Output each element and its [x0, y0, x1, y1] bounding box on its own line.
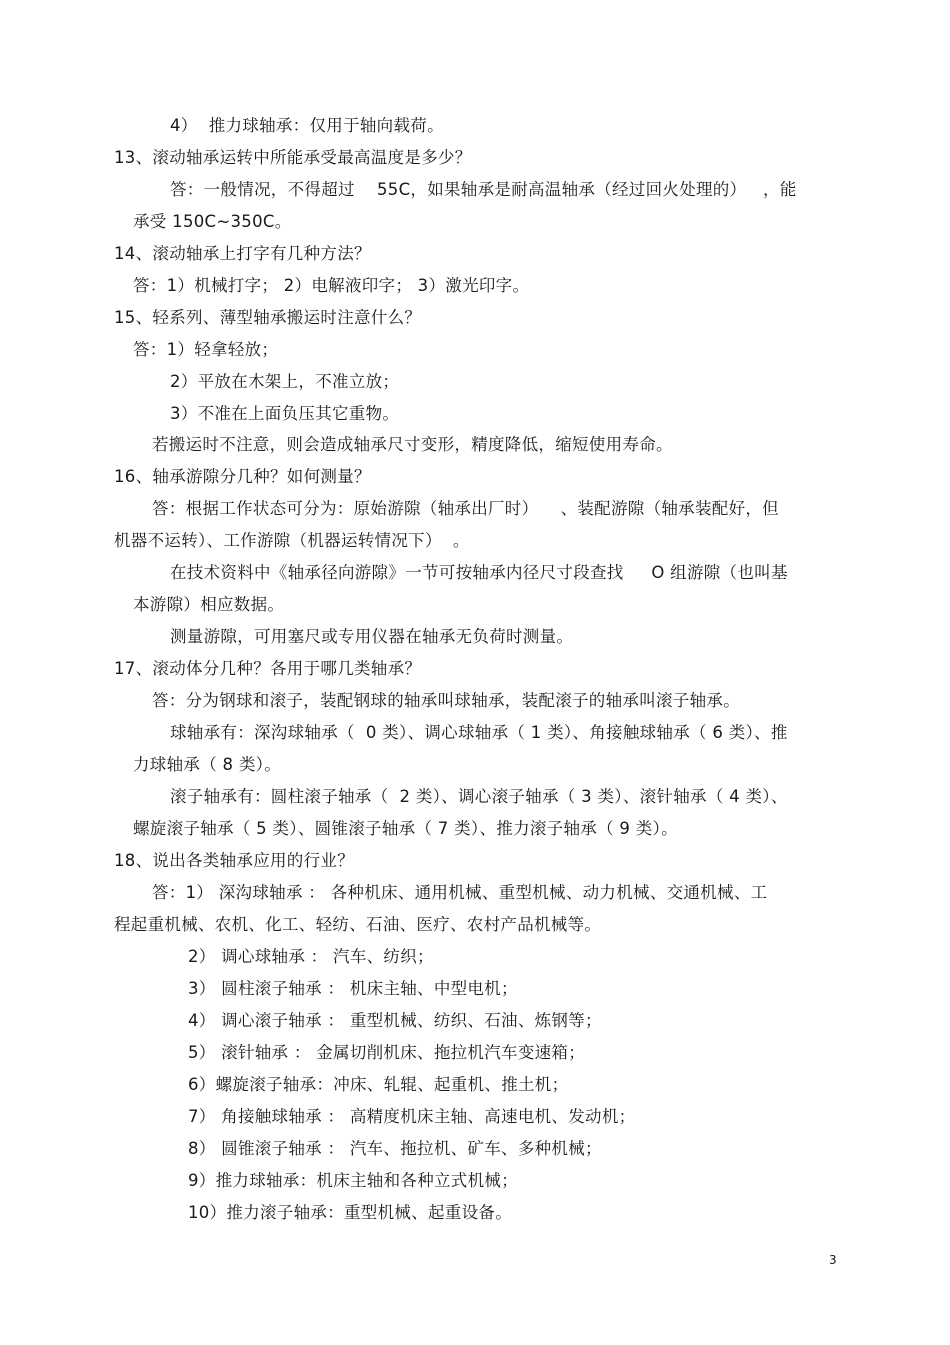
question-heading: 14、滚动轴承上打字有几种方法？: [114, 244, 371, 263]
text-line: 7） 角接触球轴承 ： 高精度机床主轴、高速电机、发动机；: [188, 1107, 636, 1126]
text-line: 螺旋滚子轴承（ 5 类）、圆锥滚子轴承（ 7 类）、推力滚子轴承（ 9 类）。: [133, 819, 678, 838]
text-line: 2）平放在木架上，不准立放；: [170, 372, 400, 391]
text-line: 答：根据工作状态可分为：原始游隙（轴承出厂时） 、装配游隙（轴承装配好，但: [152, 499, 779, 518]
text-line: 力球轴承（ 8 类）。: [133, 755, 282, 774]
text-line: 本游隙）相应数据。: [133, 595, 285, 614]
text-line: 答：一般情况，不得超过 55C，如果轴承是耐高温轴承（经过回火处理的） ，能: [170, 180, 797, 199]
text-line: 测量游隙，可用塞尺或专用仪器在轴承无负荷时测量。: [170, 627, 574, 646]
text-line: 5） 滚针轴承 ： 金属切削机床、拖拉机汽车变速箱；: [188, 1043, 586, 1062]
text-line: 程起重机械、农机、化工、轻纺、石油、医疗、农村产品机械等。: [114, 915, 602, 934]
question-heading: 13、滚动轴承运转中所能承受最高温度是多少？: [114, 148, 472, 167]
text-line: 答：1） 深沟球轴承 ： 各种机床、通用机械、重型机械、动力机械、交通机械、工: [152, 883, 768, 902]
text-line: 8） 圆锥滚子轴承 ： 汽车、拖拉机、矿车、多种机械；: [188, 1139, 602, 1158]
text-line: 4） 推力球轴承：仅用于轴向载荷。: [170, 116, 444, 135]
page-number: 3: [829, 1253, 837, 1267]
text-line: 答：1）轻拿轻放；: [133, 340, 279, 359]
text-line: 球轴承有：深沟球轴承（ 0 类）、调心球轴承（ 1 类）、角接触球轴承（ 6 类）、推: [170, 723, 788, 742]
text-line: 3）不准在上面负压其它重物。: [170, 404, 400, 423]
text-line: 承受 150C~350C。: [133, 212, 292, 231]
text-line: 答：1）机械打字； 2）电解液印字； 3）激光印字。: [133, 276, 530, 295]
text-line: 若搬运时不注意，则会造成轴承尺寸变形，精度降低，缩短使用寿命。: [152, 435, 673, 454]
text-line: 4） 调心滚子轴承 ： 重型机械、纺织、石油、炼钢等；: [188, 1011, 602, 1030]
text-line: 在技术资料中《轴承径向游隙》一节可按轴承内径尺寸段查找 O 组游隙（也叫基: [170, 563, 788, 582]
text-line: 机器不运转）、工作游隙（机器运转情况下） 。: [114, 531, 470, 550]
question-heading: 17、滚动体分几种？各用于哪几类轴承？: [114, 659, 422, 678]
text-line: 9）推力球轴承：机床主轴和各种立式机械；: [188, 1171, 518, 1190]
text-line: 10）推力滚子轴承：重型机械、起重设备。: [188, 1203, 512, 1222]
question-heading: 18、说出各类轴承应用的行业？: [114, 851, 354, 870]
question-heading: 16、轴承游隙分几种？如何测量？: [114, 467, 371, 486]
text-line: 6）螺旋滚子轴承：冲床、轧辊、起重机、推土机；: [188, 1075, 569, 1094]
text-line: 滚子轴承有：圆柱滚子轴承（ 2 类）、调心滚子轴承（ 3 类）、滚针轴承（ 4 类）、: [170, 787, 788, 806]
text-line: 3） 圆柱滚子轴承 ： 机床主轴、中型电机；: [188, 979, 518, 998]
question-heading: 15、轻系列、薄型轴承搬运时注意什么？: [114, 308, 422, 327]
text-line: 答：分为钢球和滚子，装配钢球的轴承叫球轴承，装配滚子的轴承叫滚子轴承。: [152, 691, 740, 710]
text-line: 2） 调心球轴承 ： 汽车、纺织；: [188, 947, 434, 966]
